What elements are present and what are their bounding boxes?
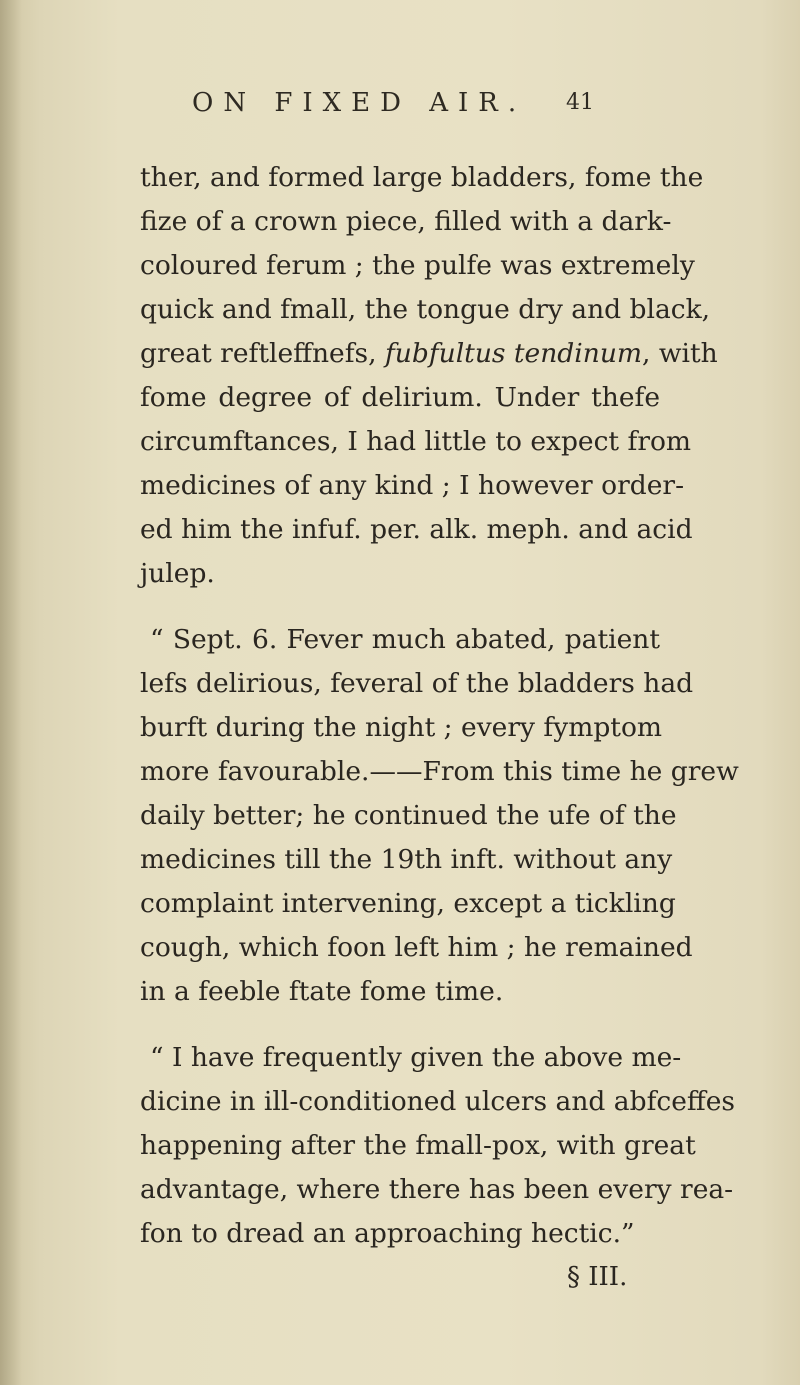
- text-line: fize of a crown piece, filled with a dark-: [140, 206, 672, 237]
- body-text: [140, 156, 739, 1256]
- text-run: , with: [642, 338, 718, 369]
- text-line: coloured ferum ; the pulfe was extremely: [140, 250, 695, 281]
- text-line: circumftances, I had little to expect from: [140, 426, 692, 457]
- text-line: lefs delirious, feveral of the bladders had: [140, 668, 694, 699]
- gutter-shadow: [0, 0, 22, 1385]
- text-line: medicines till the 19th inft. without any: [140, 844, 673, 875]
- text-line: cough, which foon left him ; he remained: [140, 932, 693, 963]
- paragraph-3: [140, 1036, 736, 1256]
- text-line: medicines of any kind ; I however order-: [140, 470, 685, 501]
- text-line: ther, and formed large bladders, fome the: [140, 162, 704, 193]
- text-line: “ I have frequently given the above me-: [150, 1042, 682, 1073]
- italic-phrase: fubfultus tendinum: [384, 338, 643, 369]
- paragraph-1: [140, 156, 718, 596]
- page-number: 41: [566, 90, 594, 115]
- text-line: more favourable.——From this time he grew: [140, 756, 739, 787]
- text-line: complaint intervening, except a tickling: [140, 888, 676, 919]
- text-line: ed him the infuf. per. alk. meph. and acid: [140, 514, 693, 545]
- text-line-italic: [140, 332, 718, 376]
- text-line: dicine in ill-conditioned ulcers and abfceffes: [140, 1086, 736, 1117]
- text-line: happening after the fmall-pox, with great: [140, 1130, 696, 1161]
- text-line: daily better; he continued the ufe of the: [140, 800, 677, 831]
- text-line: quick and fmall, the tongue dry and black,: [140, 294, 711, 325]
- text-run: great reftleffnefs,: [140, 338, 385, 369]
- text-line: fon to dread an approaching hectic.”: [140, 1218, 635, 1249]
- text-line: julep.: [140, 558, 215, 589]
- page-header: [0, 88, 800, 128]
- text-line: burft during the night ; every fymptom: [140, 712, 663, 743]
- text-line: fome degree of delirium. Under thefe: [140, 382, 660, 413]
- paragraph-2: [140, 618, 739, 1014]
- catchword: § III.: [567, 1262, 628, 1292]
- text-line: advantage, where there has been every rea-: [140, 1174, 734, 1205]
- text-line: “ Sept. 6. Fever much abated, patient: [150, 624, 660, 655]
- text-line: in a feeble ftate fome time.: [140, 976, 504, 1007]
- running-title: ON FIXED AIR.: [192, 88, 527, 118]
